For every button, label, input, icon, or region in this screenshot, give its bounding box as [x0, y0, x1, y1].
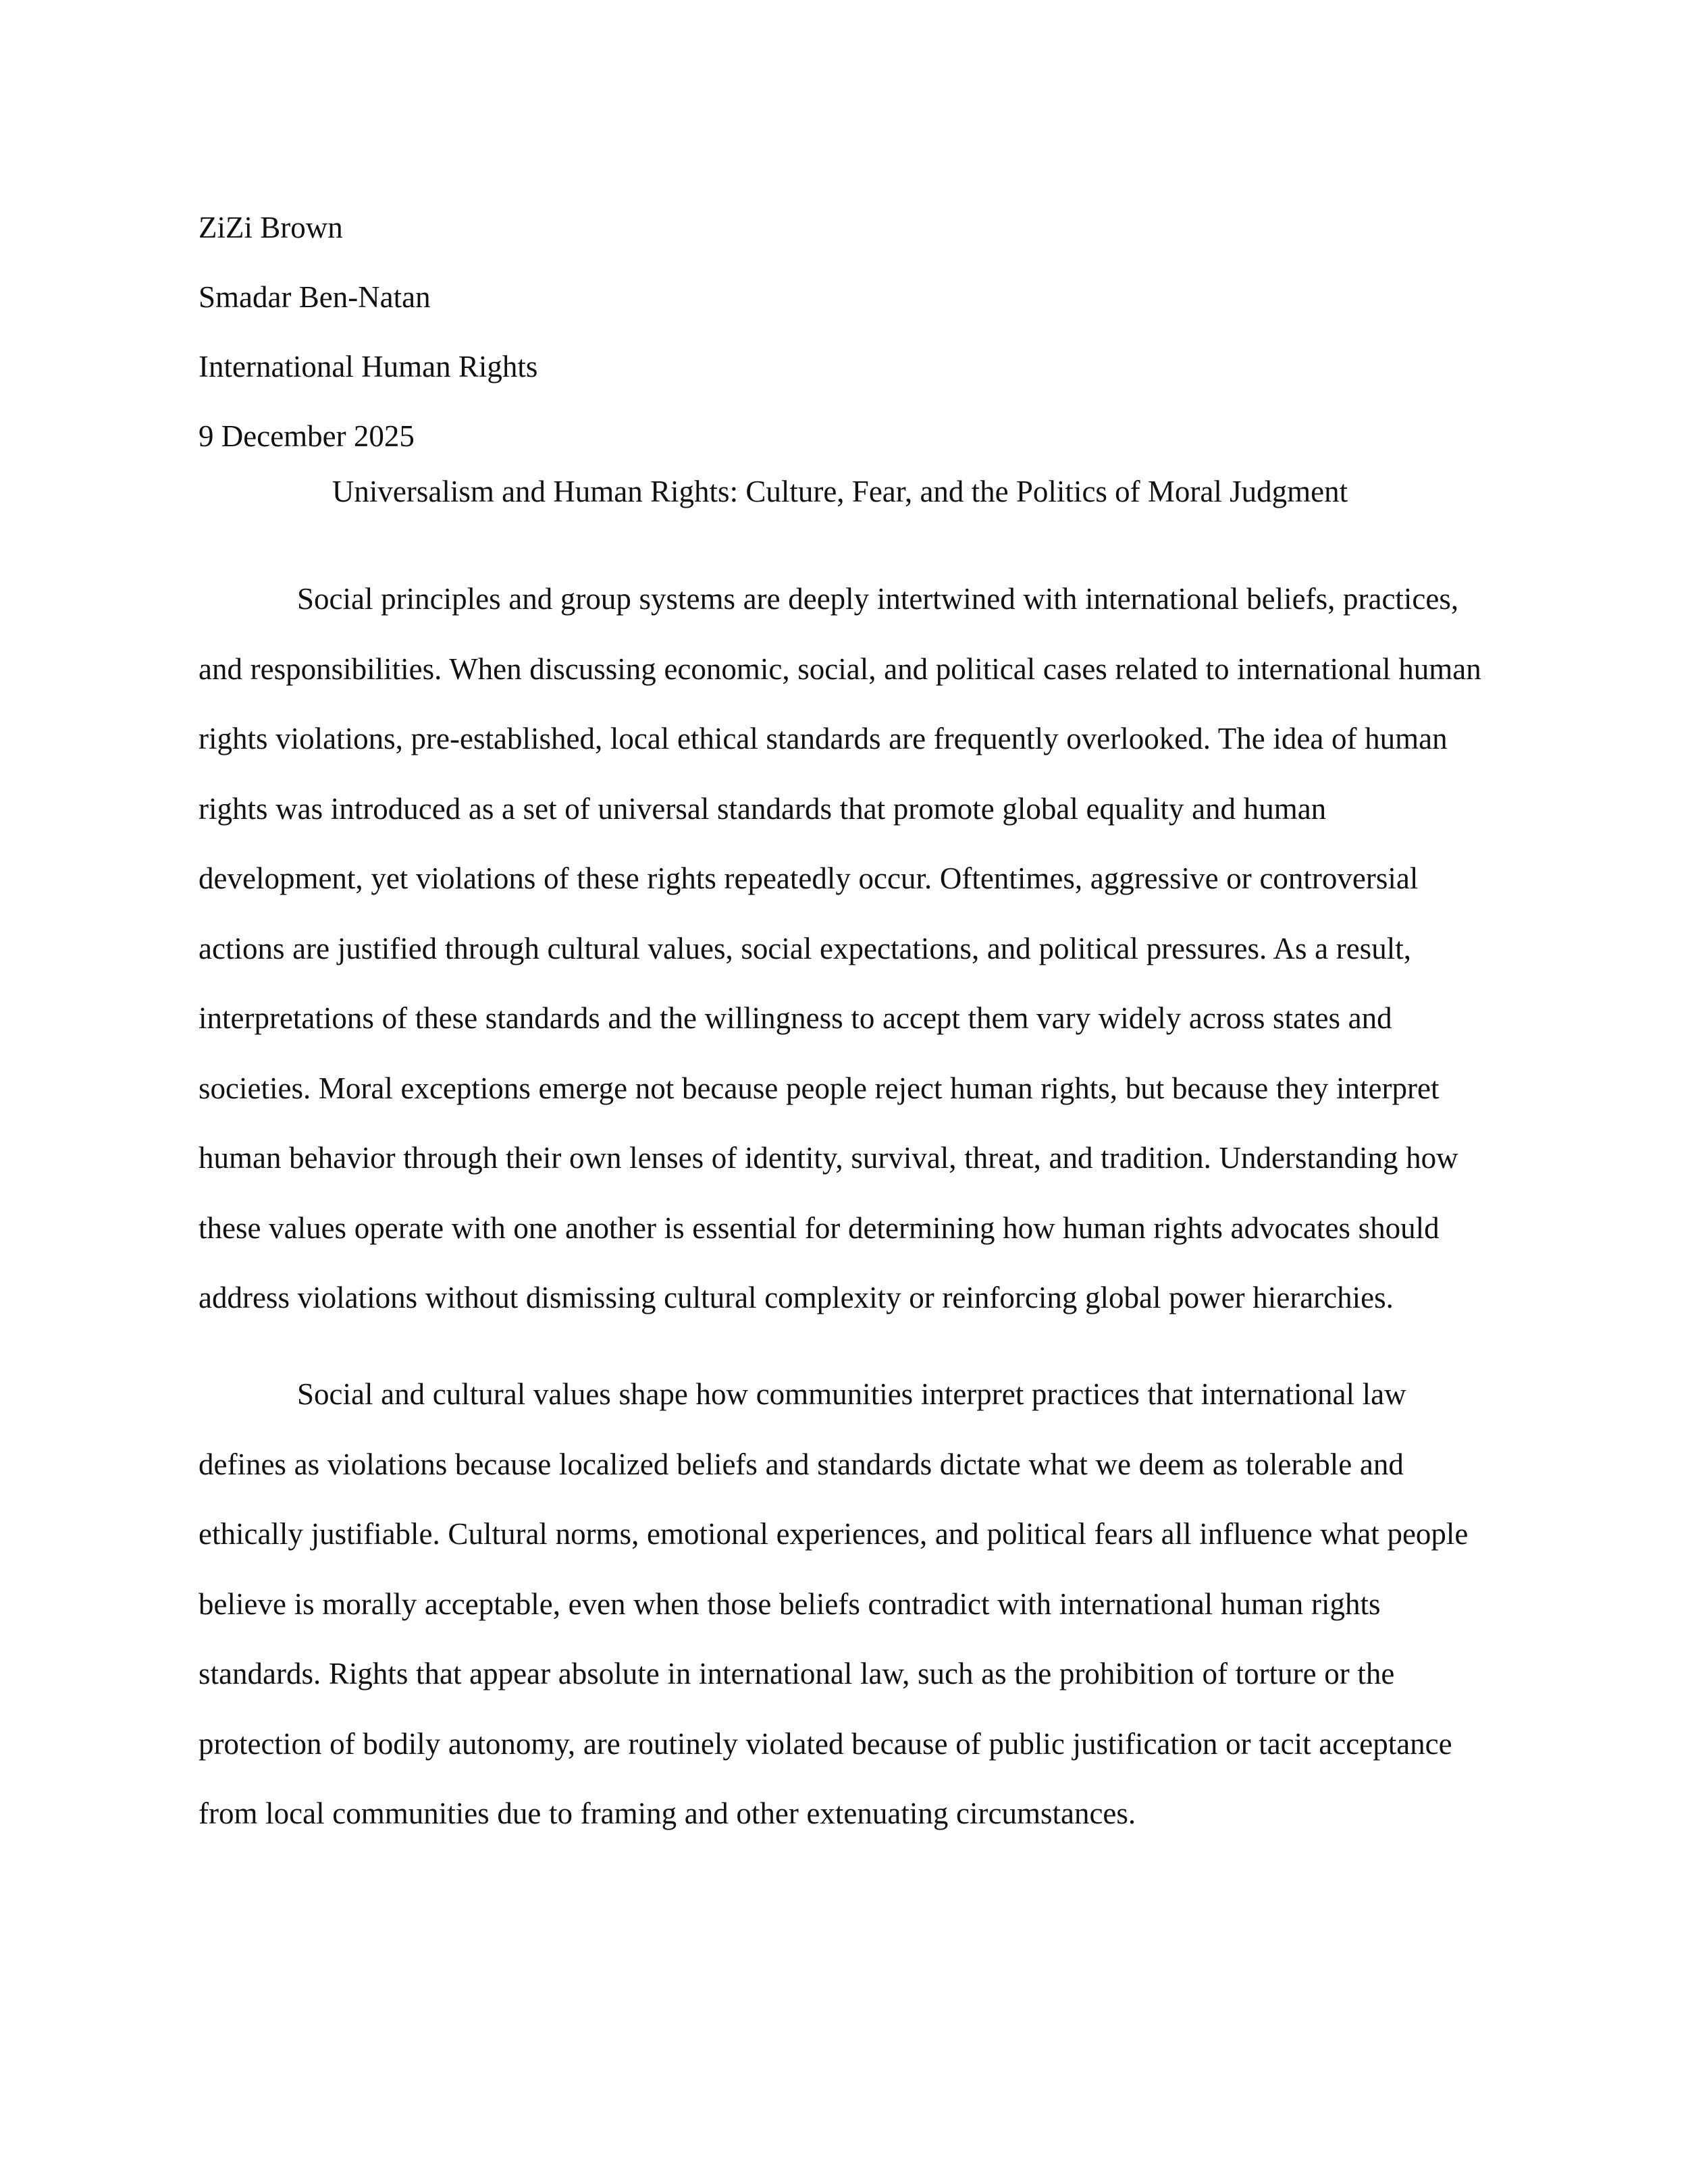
essay-title: Universalism and Human Rights: Culture, Fear, and the Politics of Moral Judgment [332, 475, 1348, 508]
body-paragraph-2: Social and cultural values shape how communities interpret practices that international law defines as violations because localized beliefs and standards dictate what we deem as tolerable and ethically justifiable. Cultural norms, emotional experiences, and political fears all influence what people believe is morally acceptable, even when those beliefs contradict with international human rights standards. Rights that appear absolute in international law, such as the prohibition of torture or the protection of bodily autonomy, are routinely violated because of public justification or tacit acceptance from local communities due to framing and other extenuating circumstances. [199, 1377, 1469, 1830]
student-name: ZiZi Brown [199, 211, 343, 244]
instructor-name: Smadar Ben-Natan [199, 280, 431, 314]
mla-header [199, 193, 1481, 471]
course-name: International Human Rights [199, 350, 538, 383]
document-date: 9 December 2025 [199, 419, 415, 453]
body-paragraph-1: Social principles and group systems are deeply intertwined with international beliefs, practices, and responsibilities. When discussing economic, social, and political cases related to international human rights violations, pre-established, local ethical standards are frequently overlooked. The idea of human rights was introduced as a set of universal standards that promote global equality and human development, yet violations of these rights repeatedly occur. Oftentimes, aggressive or controversial actions are justified through cultural values, social expectations, and political pressures. As a result, interpretations of these standards and the willingness to accept them vary widely across states and societies. Moral exceptions emerge not because people reject human rights, but because they interpret human behavior through their own lenses of identity, survival, threat, and tradition. Understanding how these values operate with one another is essential for determining how human rights advocates should address violations without dismissing cultural complexity or reinforcing global power hierarchies. [199, 582, 1481, 1314]
